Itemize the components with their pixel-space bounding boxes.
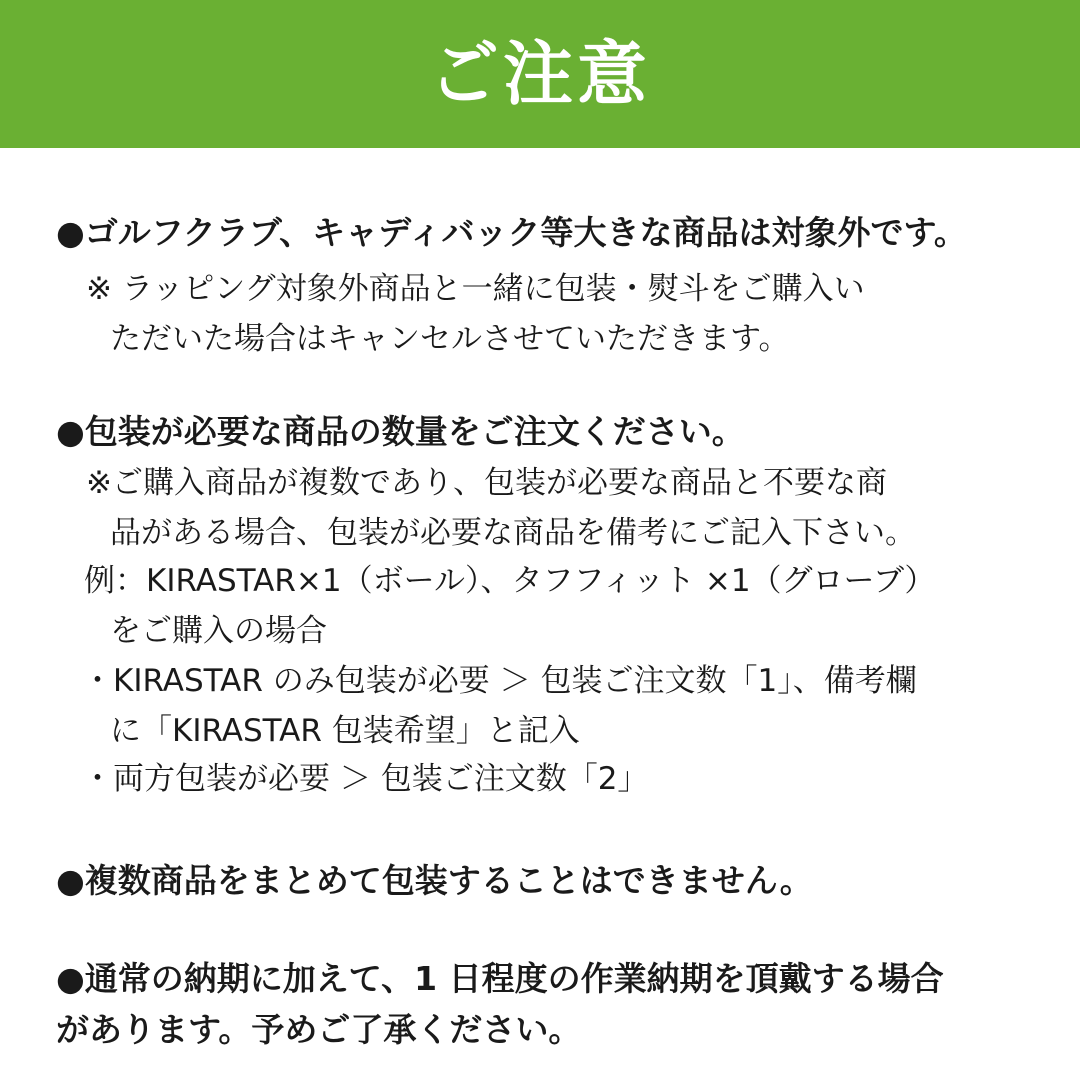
header-banner — [0, 0, 1080, 148]
note-heading-delivery-1: ●通常の納期に加えて、1 日程度の作業納期を頂戴する場合 — [56, 959, 944, 998]
note-heading-oversize: ●ゴルフクラブ、キャディバック等大きな商品は対象外です。 — [56, 213, 967, 252]
note-heading-delivery-2: があります。予めご了承ください。 — [56, 1010, 582, 1049]
note-bullet-kirastar-2: に「KIRASTAR 包装希望」と記入 — [110, 713, 580, 749]
note-bullet-both: ・両方包装が必要 ＞ 包装ご注文数「2」 — [82, 761, 649, 797]
note-sub-cancel-1: ※ ラッピング対象外商品と一緒に包装・熨斗をご購入い — [86, 271, 865, 307]
page-title: ご注意 — [429, 33, 651, 115]
note-bullet-kirastar-1: ・KIRASTAR のみ包装が必要 ＞ 包装ご注文数「1」、備考欄 — [82, 663, 917, 699]
note-example-2: をご購入の場合 — [110, 613, 327, 649]
note-sub-multiple-1: ※ご購入商品が複数であり、包装が必要な商品と不要な商 — [86, 465, 887, 501]
note-heading-quantity: ●包装が必要な商品の数量をご注文ください。 — [56, 412, 745, 451]
note-sub-multiple-2: 品がある場合、包装が必要な商品を備考にご記入下さい。 — [110, 515, 916, 551]
note-heading-no-combined: ●複数商品をまとめて包装することはできません。 — [56, 861, 813, 900]
note-example-1: 例：KIRASTAR×1（ボール）、タフフィット ×1（グローブ） — [84, 563, 936, 599]
note-sub-cancel-2: ただいた場合はキャンセルさせていただきます。 — [110, 321, 790, 357]
